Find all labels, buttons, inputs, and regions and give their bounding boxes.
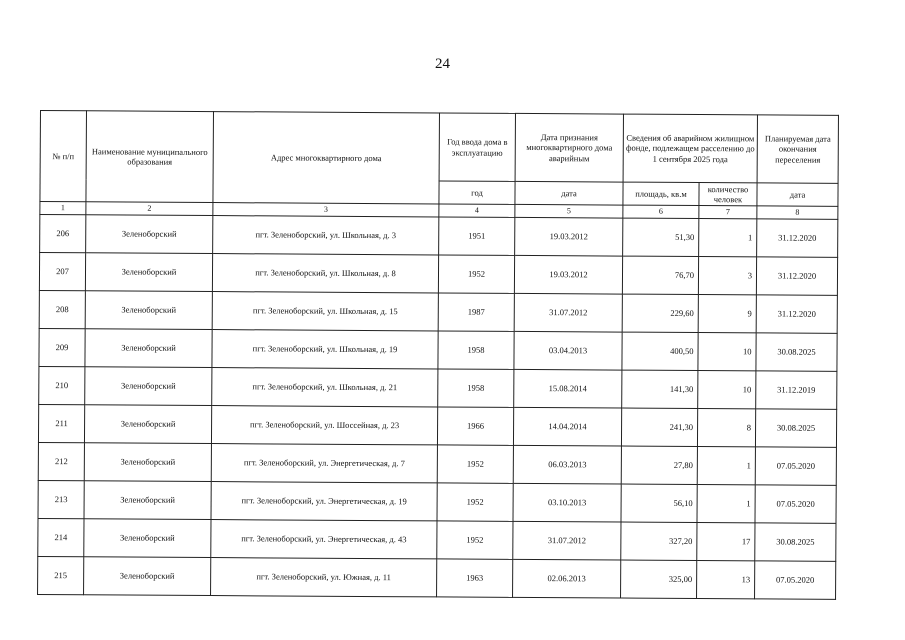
row-area: 56,10 [621,484,697,522]
row-people: 9 [698,294,756,332]
row-planned: 30.08.2025 [756,333,837,371]
col-number: 2 [86,202,213,215]
row-planned: 30.08.2025 [755,409,836,447]
row-municipality: Зеленоборский [85,253,212,292]
table-row [39,328,837,371]
row-year: 1987 [438,293,514,331]
row-municipality: Зеленоборский [85,329,212,368]
row-people: 10 [698,370,756,408]
header-recognized: Дата признания многоквартирного дома аварийным [515,113,623,182]
row-year: 1963 [437,559,513,597]
col-number: 5 [515,205,623,218]
row-people: 1 [699,218,757,256]
row-num: 215 [38,556,84,594]
row-year: 1958 [438,331,514,369]
row-year: 1952 [438,255,514,293]
row-num: 211 [38,404,84,442]
subheader-date: дата [515,181,623,205]
row-municipality: Зеленоборский [84,443,211,482]
row-planned: 07.05.2020 [755,561,836,599]
row-date: 31.07.2012 [513,521,621,560]
row-area: 51,30 [623,218,699,256]
row-municipality: Зеленоборский [85,367,212,406]
row-people: 13 [697,560,755,598]
col-number: 3 [213,203,439,217]
table-row [39,252,837,295]
col-number: 7 [699,206,757,219]
row-municipality: Зеленоборский [84,405,211,444]
row-num: 213 [38,480,84,518]
subheader-year: год [439,181,515,205]
row-year: 1952 [437,521,513,559]
row-municipality: Зеленоборский [86,215,213,254]
header-num: № п/п [40,111,87,203]
row-num: 214 [38,518,84,556]
row-planned: 31.12.2019 [756,371,837,409]
col-number: 8 [757,206,838,219]
row-area: 325,00 [621,560,697,598]
row-area: 141,30 [622,370,698,408]
table-row [38,442,836,485]
row-planned: 07.05.2020 [755,447,836,485]
row-people: 1 [697,446,755,484]
row-date: 03.10.2013 [513,483,621,522]
row-address: пгт. Зеленоборский, ул. Школьная, д. 3 [213,216,439,255]
row-num: 209 [39,328,85,366]
row-num: 206 [40,214,86,252]
row-municipality: Зеленоборский [84,481,211,520]
row-address: пгт. Зеленоборский, ул. Энергетическая, д. 19 [211,482,437,521]
row-municipality: Зеленоборский [84,519,211,558]
row-date: 14.04.2014 [513,407,621,446]
row-area: 327,20 [621,522,697,560]
row-planned: 31.12.2020 [756,257,837,295]
subheader-people: количество человек [699,183,757,207]
row-area: 400,50 [622,332,698,370]
table-row [38,556,836,599]
row-people: 10 [698,332,756,370]
row-people: 8 [697,408,755,446]
row-address: пгт. Зеленоборский, ул. Энергетическая, д. 43 [211,520,437,559]
table-row [38,518,836,561]
row-address: пгт. Зеленоборский, ул. Школьная, д. 19 [212,330,438,369]
row-num: 212 [38,442,84,480]
row-num: 207 [39,252,85,290]
row-date: 19.03.2012 [514,255,622,294]
row-area: 241,30 [621,408,697,446]
col-number: 4 [439,204,515,217]
row-area: 27,80 [621,446,697,484]
row-date: 19.03.2012 [515,217,623,256]
row-year: 1951 [439,217,515,255]
row-address: пгт. Зеленоборский, ул. Шоссейная, д. 23 [211,406,437,445]
subheader-planned: дата [757,183,838,207]
table-row [40,214,838,257]
row-planned: 31.12.2020 [757,219,838,257]
header-year: Год ввода дома в эксплуатацию [439,113,515,181]
row-date: 31.07.2012 [514,293,622,332]
header-planned: Планируемая дата окончания переселения [757,115,838,183]
row-address: пгт. Зеленоборский, ул. Школьная, д. 8 [212,254,438,293]
row-planned: 31.12.2020 [756,295,837,333]
row-people: 3 [698,256,756,294]
table-row [39,366,837,409]
row-date: 15.08.2014 [514,369,622,408]
row-planned: 07.05.2020 [755,485,836,523]
row-num: 208 [39,290,85,328]
row-planned: 30.08.2025 [755,523,836,561]
row-area: 229,60 [622,294,698,332]
row-date: 03.04.2013 [514,331,622,370]
row-address: пгт. Зеленоборский, ул. Школьная, д. 15 [212,292,438,331]
row-year: 1958 [438,369,514,407]
page-number: 24 [435,56,450,72]
table-row [38,480,836,523]
row-year: 1966 [437,407,513,445]
row-date: 06.03.2013 [513,445,621,484]
row-num: 210 [39,366,85,404]
row-address: пгт. Зеленоборский, ул. Энергетическая, д. 7 [211,444,437,483]
row-municipality: Зеленоборский [84,557,211,596]
row-address: пгт. Зеленоборский, ул. Южная, д. 11 [211,558,437,597]
header-municipality: Наименование муниципального образования [86,111,214,203]
header-info: Сведения об аварийном жилищном фонде, подлежащем расселению до 1 сентября 2025 года [623,114,757,183]
col-number: 1 [40,202,86,215]
col-number: 6 [623,205,699,218]
subheader-area: площадь, кв.м [623,182,699,206]
row-date: 02.06.2013 [513,559,621,598]
row-year: 1952 [437,445,513,483]
header-address: Адрес многоквартирного дома [213,112,440,205]
row-area: 76,70 [622,256,698,294]
emergency-housing-table [37,110,839,600]
row-municipality: Зеленоборский [85,291,212,330]
row-people: 1 [697,484,755,522]
row-address: пгт. Зеленоборский, ул. Школьная, д. 21 [212,368,438,407]
table-row [39,290,837,333]
table-row [38,404,836,447]
row-year: 1952 [437,483,513,521]
row-people: 17 [697,522,755,560]
